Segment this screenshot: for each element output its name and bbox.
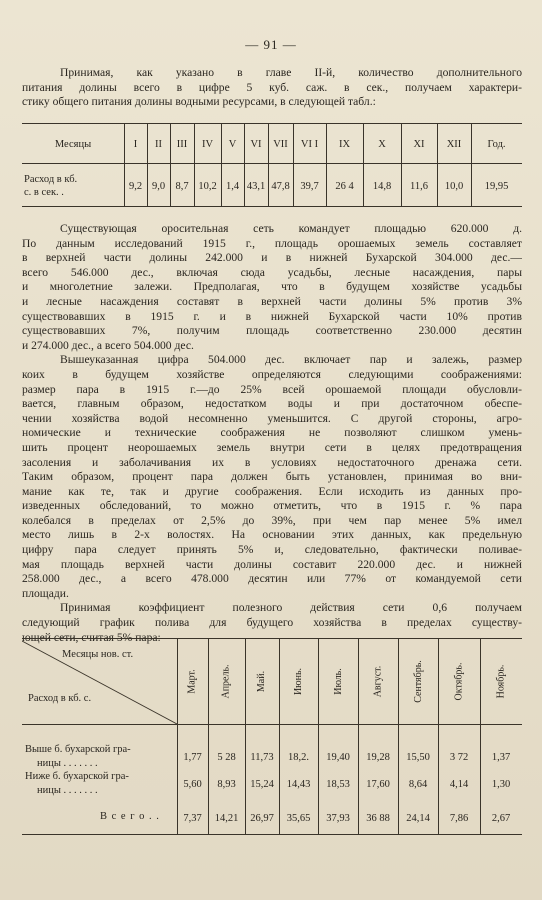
- text-line: в верхней части долины 242.000 и в нижней Бухарской 304.000 дес.—: [22, 251, 522, 265]
- total-value: 7,37: [183, 813, 202, 824]
- text-line: существовавших 7%, получим площадь соответственно 230.000 десятин: [22, 324, 522, 338]
- column-divider: [318, 639, 319, 834]
- text-line: чении хозяйства водой несомненно уменьшится. С другой стороны, агро-: [22, 411, 522, 425]
- month-header: [284, 643, 314, 719]
- month-header-label: Июнь.: [292, 667, 304, 695]
- month-header: VII: [273, 138, 288, 150]
- text-line: размер пара в 1915 г.—до 25% всей орошаемой площади обусловли-: [22, 382, 522, 396]
- column-divider: [245, 639, 246, 834]
- table-header-divider: [22, 724, 522, 725]
- month-header: [486, 643, 516, 719]
- text-line: ющей сети, считая 5% пара:: [22, 630, 161, 644]
- row-label-total: В с е г о . .: [100, 811, 160, 822]
- text-line: мая площадь верхней части долины составит 220.000 дес. и нижней: [22, 557, 522, 571]
- month-header: IX: [338, 138, 351, 150]
- flow-value: 1,4: [225, 180, 240, 192]
- month-header: VI I: [300, 138, 319, 150]
- flow-value: 1,30: [491, 779, 511, 790]
- flow-value: 1,37: [491, 752, 511, 763]
- column-divider: [480, 639, 481, 834]
- flow-value: 47,8: [271, 180, 290, 192]
- water-resources-table: [22, 123, 522, 207]
- flow-value: 18,2.: [288, 752, 309, 763]
- month-header-label: Сентябрь.: [412, 659, 424, 703]
- text-line: Существующая оросительная сеть командует площадью 620.000 д.: [60, 222, 522, 235]
- corner-bottom-label: Расход в кб. с.: [28, 693, 92, 704]
- text-line: 258.000 дес., а всего 478.000 десятин или 77% от командуемой сети: [22, 572, 522, 586]
- month-header: X: [378, 138, 386, 150]
- row-label-line: Ниже б. бухарской гра-: [25, 771, 129, 782]
- text-line: номические и технические соображения не позволяют слишком умень-: [22, 426, 522, 440]
- month-header: [444, 643, 474, 719]
- month-header: [212, 643, 242, 719]
- month-header-label: Июль.: [332, 667, 344, 695]
- text-line: изведенных обследований, то можно отметить, что в 1915 г. % пара: [22, 499, 522, 513]
- flow-value: 17,60: [366, 779, 390, 790]
- month-header: VI: [250, 138, 262, 150]
- corner-top-label: Месяцы нов. ст.: [62, 649, 134, 660]
- text-line: Вышеуказанная цифра 504.000 дес. включает пар и залежь, размер: [60, 353, 522, 367]
- month-header-label: Май.: [256, 670, 268, 692]
- month-header: [178, 643, 208, 719]
- flow-value: 11,73: [250, 752, 274, 763]
- flow-value: 15,50: [406, 752, 430, 763]
- month-header-label: Ноябрь.: [495, 664, 507, 698]
- month-header: V: [228, 138, 237, 150]
- flow-value: 19,40: [326, 752, 350, 763]
- body-text: [22, 222, 522, 645]
- text-line: Таким образом, процент пара должен быть установлен, принимая во вни-: [22, 470, 522, 484]
- month-header-label: Август.: [372, 665, 384, 697]
- irrigation-schedule-table: [22, 638, 522, 835]
- table-corner: Месяцы: [54, 138, 92, 150]
- row-label-line: ницы . . . . . . .: [37, 785, 98, 796]
- flow-value: 10,2: [198, 180, 217, 192]
- column-divider: [208, 639, 209, 834]
- flow-value: 8,7: [175, 180, 189, 192]
- month-header: I: [133, 138, 138, 150]
- month-header: [363, 643, 393, 719]
- text-line: мание как те, так и другие соображения. Если исходить из данных про-: [22, 484, 522, 498]
- flow-value: 19,95: [484, 180, 509, 192]
- flow-value: 14,43: [286, 779, 311, 790]
- flow-value: 1,77: [183, 752, 202, 763]
- row-label-line: с. в сек. .: [24, 187, 64, 198]
- month-header: IV: [201, 138, 214, 150]
- flow-value: 5,60: [183, 779, 202, 790]
- month-header: [403, 643, 433, 719]
- text-line: площади.: [22, 586, 69, 600]
- month-header: III: [176, 138, 188, 150]
- column-divider: [279, 639, 280, 834]
- month-header: Год.: [487, 138, 506, 150]
- flow-value: 9,0: [151, 180, 166, 192]
- text-line: коих в будущем хозяйстве определяются следующими соображениями:: [22, 367, 522, 381]
- month-header: XII: [446, 138, 462, 150]
- text-line: стику общего питания долины водными ресурсами, в следующей табл.:: [22, 95, 376, 109]
- month-header-label: Март.: [186, 668, 198, 694]
- text-line: По данным исследований 1915 г., площадь орошаемых земель составляет: [22, 236, 522, 250]
- month-header-label: Октябрь.: [453, 662, 465, 700]
- total-value: 36 88: [366, 813, 390, 824]
- flow-value: 9,2: [128, 180, 143, 192]
- text-line: следующий график полива для будущего хозяйства в пределах существу-: [22, 616, 522, 630]
- row-label: [22, 166, 120, 206]
- text-line: место лишь в 2-х волостях. На основании этих данных, как предельную: [22, 528, 522, 542]
- column-divider: [438, 639, 439, 834]
- row-label-line: ницы . . . . . . .: [37, 758, 98, 769]
- total-value: 37,93: [326, 813, 350, 824]
- month-header-label: Апрель.: [221, 663, 232, 699]
- text-line: Принимая коэффициент полезного действия сети 0,6 получаем: [60, 601, 522, 615]
- total-value: 2,67: [491, 813, 511, 824]
- text-line: и 274.000 дес., а всего 504.000 дес.: [22, 338, 194, 352]
- text-line: вается, главным образом, недостатком воды и при достаточном обеспе-: [22, 397, 522, 411]
- text-line: и лесные насаждения составят в верхней части долины 5% против 3%: [22, 294, 522, 308]
- flow-value: 19,28: [366, 752, 390, 763]
- row-label-line: Расход в кб.: [24, 174, 78, 185]
- flow-value: 26 4: [335, 180, 354, 192]
- flow-value: 39,7: [300, 180, 319, 192]
- text-line: колебался в пределах от 2,5% до 39%, при чем пар менее 5% имел: [22, 513, 522, 527]
- total-value: 24,14: [406, 813, 430, 824]
- flow-value: 43,1: [246, 180, 266, 192]
- total-value: 35,65: [286, 813, 311, 824]
- total-value: 7,86: [449, 813, 469, 824]
- month-header: [323, 643, 353, 719]
- text-line: существовавших в 1915 г. и в нижней Бухарской части 10% против: [22, 309, 522, 323]
- month-header: [247, 643, 277, 719]
- month-header: II: [155, 138, 162, 150]
- text-line: цифру пара следует принять 5% и, следовательно, фактически поливае-: [22, 543, 522, 557]
- text-line: шить процент неорошаемых земель внутри сети в целях предотвращения: [22, 440, 522, 454]
- text-line: всего 546.000 дес., включая сюда усадьбы, лесные насаждения, пары: [22, 265, 522, 279]
- flow-value: 8,93: [217, 779, 236, 790]
- row-label-upper: [25, 743, 131, 771]
- flow-value: 4,14: [449, 779, 469, 790]
- text-line: питания долины всего в цифре 5 куб. саж. в сек., получаем характери-: [22, 80, 522, 94]
- page-number: — 91 —: [245, 37, 297, 52]
- flow-value: 15,24: [250, 779, 274, 790]
- flow-value: 11,6: [410, 180, 428, 192]
- text-line: и многолетние залежи. Предполагая, что в будущем хозяйстве усадьбы: [22, 280, 522, 294]
- total-value: 26,97: [250, 813, 274, 824]
- flow-value: 10,0: [444, 180, 464, 192]
- flow-value: 5 28: [217, 752, 236, 763]
- flow-value: 14,8: [372, 180, 392, 192]
- intro-paragraph: [22, 66, 522, 110]
- column-divider: [398, 639, 399, 834]
- row-label-lower: [25, 770, 129, 798]
- total-value: 14,21: [214, 813, 239, 824]
- text-line: Принимая, как указано в главе II-й, количество дополнительного: [60, 66, 522, 79]
- flow-value: 18,53: [326, 779, 350, 790]
- row-label-line: Выше б. бухарской гра-: [25, 744, 131, 755]
- column-divider: [358, 639, 359, 834]
- text-line: засоления и заболачивания их в условиях недостаточного дренажа сети.: [22, 455, 522, 469]
- flow-value: 3 72: [449, 752, 469, 763]
- month-header: XI: [413, 138, 425, 150]
- flow-value: 8,64: [408, 779, 428, 790]
